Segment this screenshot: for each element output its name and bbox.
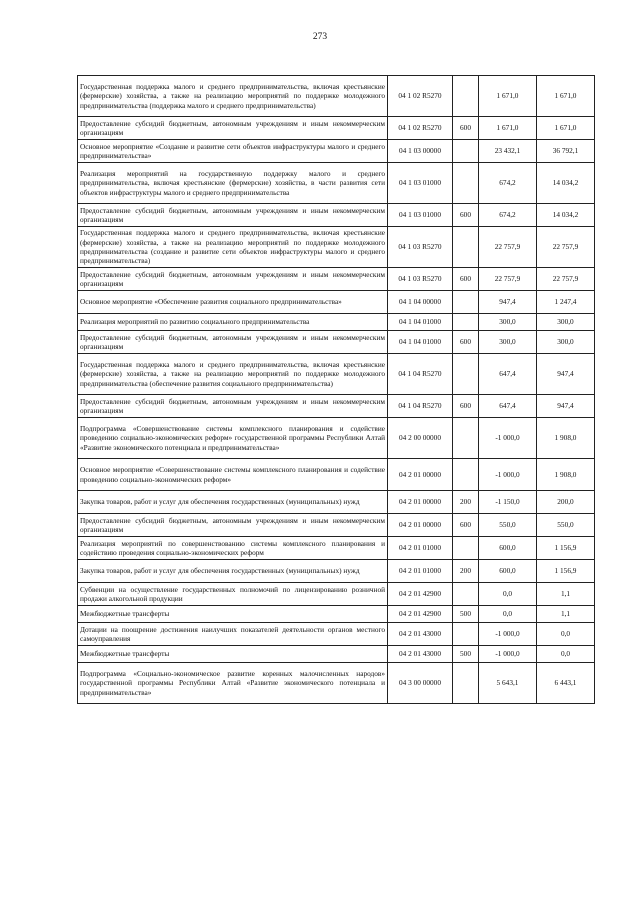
- row-description: Подпрограмма «Социально-экономическое развитие коренных малочисленных народов» государственной программы Республики Алтай «Развитие экономического потенциала и предпринимательства»: [78, 663, 388, 704]
- row-description: Межбюджетные трансферты: [78, 646, 388, 663]
- row-code: 04 1 04 R5270: [388, 395, 453, 418]
- row-amount-1: 1 671,0: [479, 117, 537, 140]
- row-code: 04 1 02 R5270: [388, 117, 453, 140]
- table-row: [78, 331, 595, 354]
- row-amount-2: 1 908,0: [537, 418, 595, 459]
- row-amount-2: 22 757,9: [537, 227, 595, 268]
- row-amount-2: 6 443,1: [537, 663, 595, 704]
- row-expense-type: 600: [453, 395, 479, 418]
- row-description: Закупка товаров, работ и услуг для обеспечения государственных (муниципальных) нужд: [78, 491, 388, 514]
- row-amount-2: 947,4: [537, 354, 595, 395]
- row-description: Предоставление субсидий бюджетным, автономным учреждениям и иным некоммерческим организациям: [78, 117, 388, 140]
- row-description: Субвенции на осуществление государственных полномочий по лицензированию розничной продажи алкогольной продукции: [78, 583, 388, 606]
- row-amount-2: 1 156,9: [537, 537, 595, 560]
- row-expense-type: 600: [453, 204, 479, 227]
- row-amount-1: 22 757,9: [479, 268, 537, 291]
- row-description: Реализация мероприятий по развитию социального предпринимательства: [78, 314, 388, 331]
- table-row: [78, 646, 595, 663]
- row-amount-1: 550,0: [479, 514, 537, 537]
- table-row: [78, 663, 595, 704]
- row-code: 04 1 03 01000: [388, 163, 453, 204]
- row-code: 04 1 04 00000: [388, 291, 453, 314]
- table-row: [78, 163, 595, 204]
- row-amount-1: 300,0: [479, 314, 537, 331]
- table-row: [78, 395, 595, 418]
- row-amount-2: 1 908,0: [537, 459, 595, 491]
- row-amount-2: 300,0: [537, 331, 595, 354]
- table-row: [78, 459, 595, 491]
- row-description: Реализация мероприятий по совершенствованию системы комплексного планирования и содействию проведения социально-экономических реформ: [78, 537, 388, 560]
- row-amount-1: 300,0: [479, 331, 537, 354]
- row-amount-1: 0,0: [479, 583, 537, 606]
- row-code: 04 1 02 R5270: [388, 76, 453, 117]
- row-amount-2: 550,0: [537, 514, 595, 537]
- row-amount-1: -1 000,0: [479, 623, 537, 646]
- row-expense-type: [453, 140, 479, 163]
- row-expense-type: [453, 291, 479, 314]
- row-amount-2: 14 034,2: [537, 204, 595, 227]
- row-code: 04 2 01 00000: [388, 514, 453, 537]
- row-amount-1: 647,4: [479, 395, 537, 418]
- row-expense-type: [453, 583, 479, 606]
- budget-table-body: [78, 76, 595, 704]
- row-expense-type: 500: [453, 646, 479, 663]
- row-code: 04 2 01 00000: [388, 491, 453, 514]
- row-description: Государственная поддержка малого и среднего предпринимательства, включая крестьянские (фермерские) хозяйства, а также на реализацию мероприятий по поддержке молодежного предпринимательства (создание и развитие сети объектов инфраструктуры малого и среднего предпринимательства): [78, 227, 388, 268]
- row-code: 04 2 01 42900: [388, 606, 453, 623]
- row-amount-2: 300,0: [537, 314, 595, 331]
- table-row: [78, 491, 595, 514]
- row-description: Основное мероприятие «Обеспечение развития социального предпринимательства»: [78, 291, 388, 314]
- row-code: 04 1 04 01000: [388, 331, 453, 354]
- row-expense-type: 600: [453, 514, 479, 537]
- row-code: 04 2 01 43000: [388, 646, 453, 663]
- row-expense-type: 200: [453, 560, 479, 583]
- row-amount-2: 1,1: [537, 606, 595, 623]
- row-expense-type: 600: [453, 268, 479, 291]
- row-amount-2: 947,4: [537, 395, 595, 418]
- row-code: 04 1 03 01000: [388, 204, 453, 227]
- row-description: Государственная поддержка малого и среднего предпринимательства, включая крестьянские (фермерские) хозяйства, а также на реализацию мероприятий по поддержке молодежного предпринимательства (поддержка малого и среднего предпринимательства): [78, 76, 388, 117]
- row-amount-2: 36 792,1: [537, 140, 595, 163]
- row-amount-1: 0,0: [479, 606, 537, 623]
- row-description: Предоставление субсидий бюджетным, автономным учреждениям и иным некоммерческим организациям: [78, 331, 388, 354]
- row-description: Дотации на поощрение достижения наилучших показателей деятельности органов местного самоуправления: [78, 623, 388, 646]
- row-code: 04 2 01 42900: [388, 583, 453, 606]
- row-amount-2: 0,0: [537, 646, 595, 663]
- row-amount-2: 22 757,9: [537, 268, 595, 291]
- table-row: [78, 117, 595, 140]
- row-amount-1: 947,4: [479, 291, 537, 314]
- row-description: Межбюджетные трансферты: [78, 606, 388, 623]
- row-amount-1: 23 432,1: [479, 140, 537, 163]
- row-code: 04 1 03 00000: [388, 140, 453, 163]
- table-row: [78, 291, 595, 314]
- row-amount-2: 1 156,9: [537, 560, 595, 583]
- row-amount-1: -1 000,0: [479, 459, 537, 491]
- row-amount-1: 22 757,9: [479, 227, 537, 268]
- budget-table: [77, 75, 595, 704]
- table-row: [78, 418, 595, 459]
- row-code: 04 1 03 R5270: [388, 227, 453, 268]
- table-row: [78, 537, 595, 560]
- row-description: Закупка товаров, работ и услуг для обеспечения государственных (муниципальных) нужд: [78, 560, 388, 583]
- table-row: [78, 354, 595, 395]
- row-code: 04 2 00 00000: [388, 418, 453, 459]
- row-expense-type: 200: [453, 491, 479, 514]
- row-expense-type: 600: [453, 331, 479, 354]
- row-amount-2: 1 247,4: [537, 291, 595, 314]
- row-expense-type: [453, 459, 479, 491]
- row-code: 04 3 00 00000: [388, 663, 453, 704]
- row-amount-2: 1,1: [537, 583, 595, 606]
- row-amount-1: 5 643,1: [479, 663, 537, 704]
- table-row: [78, 76, 595, 117]
- row-expense-type: [453, 418, 479, 459]
- row-description: Предоставление субсидий бюджетным, автономным учреждениям и иным некоммерческим организациям: [78, 268, 388, 291]
- table-row: [78, 560, 595, 583]
- table-row: [78, 314, 595, 331]
- row-description: Реализация мероприятий на государственную поддержку малого и среднего предпринимательства, включая крестьянские (фермерские) хозяйства, в части развития сети объектов инфраструктуры малого и среднего предпринимательства: [78, 163, 388, 204]
- table-row: [78, 268, 595, 291]
- row-description: Подпрограмма «Совершенствование системы комплексного планирования и содействие проведению социально-экономических реформ» государственной программы Республики Алтай «Развитие экономического потенциала и предпринимательства»: [78, 418, 388, 459]
- row-expense-type: 500: [453, 606, 479, 623]
- row-code: 04 2 01 00000: [388, 459, 453, 491]
- row-amount-1: -1 150,0: [479, 491, 537, 514]
- row-amount-1: 674,2: [479, 163, 537, 204]
- row-amount-2: 1 671,0: [537, 117, 595, 140]
- row-expense-type: [453, 227, 479, 268]
- row-amount-1: 674,2: [479, 204, 537, 227]
- page-number: 273: [312, 32, 328, 42]
- table-row: [78, 514, 595, 537]
- row-amount-1: 600,0: [479, 560, 537, 583]
- row-amount-1: 600,0: [479, 537, 537, 560]
- row-expense-type: [453, 76, 479, 117]
- row-amount-1: -1 000,0: [479, 418, 537, 459]
- table-row: [78, 583, 595, 606]
- row-amount-2: 1 671,0: [537, 76, 595, 117]
- row-amount-2: 14 034,2: [537, 163, 595, 204]
- row-expense-type: [453, 354, 479, 395]
- row-description: Предоставление субсидий бюджетным, автономным учреждениям и иным некоммерческим организациям: [78, 514, 388, 537]
- table-row: [78, 140, 595, 163]
- row-amount-1: 1 671,0: [479, 76, 537, 117]
- row-expense-type: 600: [453, 117, 479, 140]
- table-row: [78, 606, 595, 623]
- table-row: [78, 623, 595, 646]
- row-amount-2: 200,0: [537, 491, 595, 514]
- table-row: [78, 227, 595, 268]
- row-expense-type: [453, 623, 479, 646]
- row-description: Государственная поддержка малого и среднего предпринимательства, включая крестьянские (фермерские) хозяйства, а также на реализацию мероприятий по поддержке молодежного предпринимательства (обеспечение развития социального предпринимательства): [78, 354, 388, 395]
- row-amount-1: -1 000,0: [479, 646, 537, 663]
- table-row: [78, 204, 595, 227]
- row-description: Предоставление субсидий бюджетным, автономным учреждениям и иным некоммерческим организациям: [78, 395, 388, 418]
- row-description: Основное мероприятие «Совершенствование системы комплексного планирования и содействие проведению социально-экономических реформ»: [78, 459, 388, 491]
- row-amount-2: 0,0: [537, 623, 595, 646]
- row-code: 04 1 04 01000: [388, 314, 453, 331]
- row-expense-type: [453, 537, 479, 560]
- row-description: Предоставление субсидий бюджетным, автономным учреждениям и иным некоммерческим организациям: [78, 204, 388, 227]
- row-expense-type: [453, 314, 479, 331]
- row-code: 04 1 03 R5270: [388, 268, 453, 291]
- row-expense-type: [453, 163, 479, 204]
- row-code: 04 1 04 R5270: [388, 354, 453, 395]
- row-code: 04 2 01 01000: [388, 560, 453, 583]
- row-expense-type: [453, 663, 479, 704]
- row-code: 04 2 01 43000: [388, 623, 453, 646]
- row-code: 04 2 01 01000: [388, 537, 453, 560]
- row-description: Основное мероприятие «Создание и развитие сети объектов инфраструктуры малого и среднего предпринимательства»: [78, 140, 388, 163]
- row-amount-1: 647,4: [479, 354, 537, 395]
